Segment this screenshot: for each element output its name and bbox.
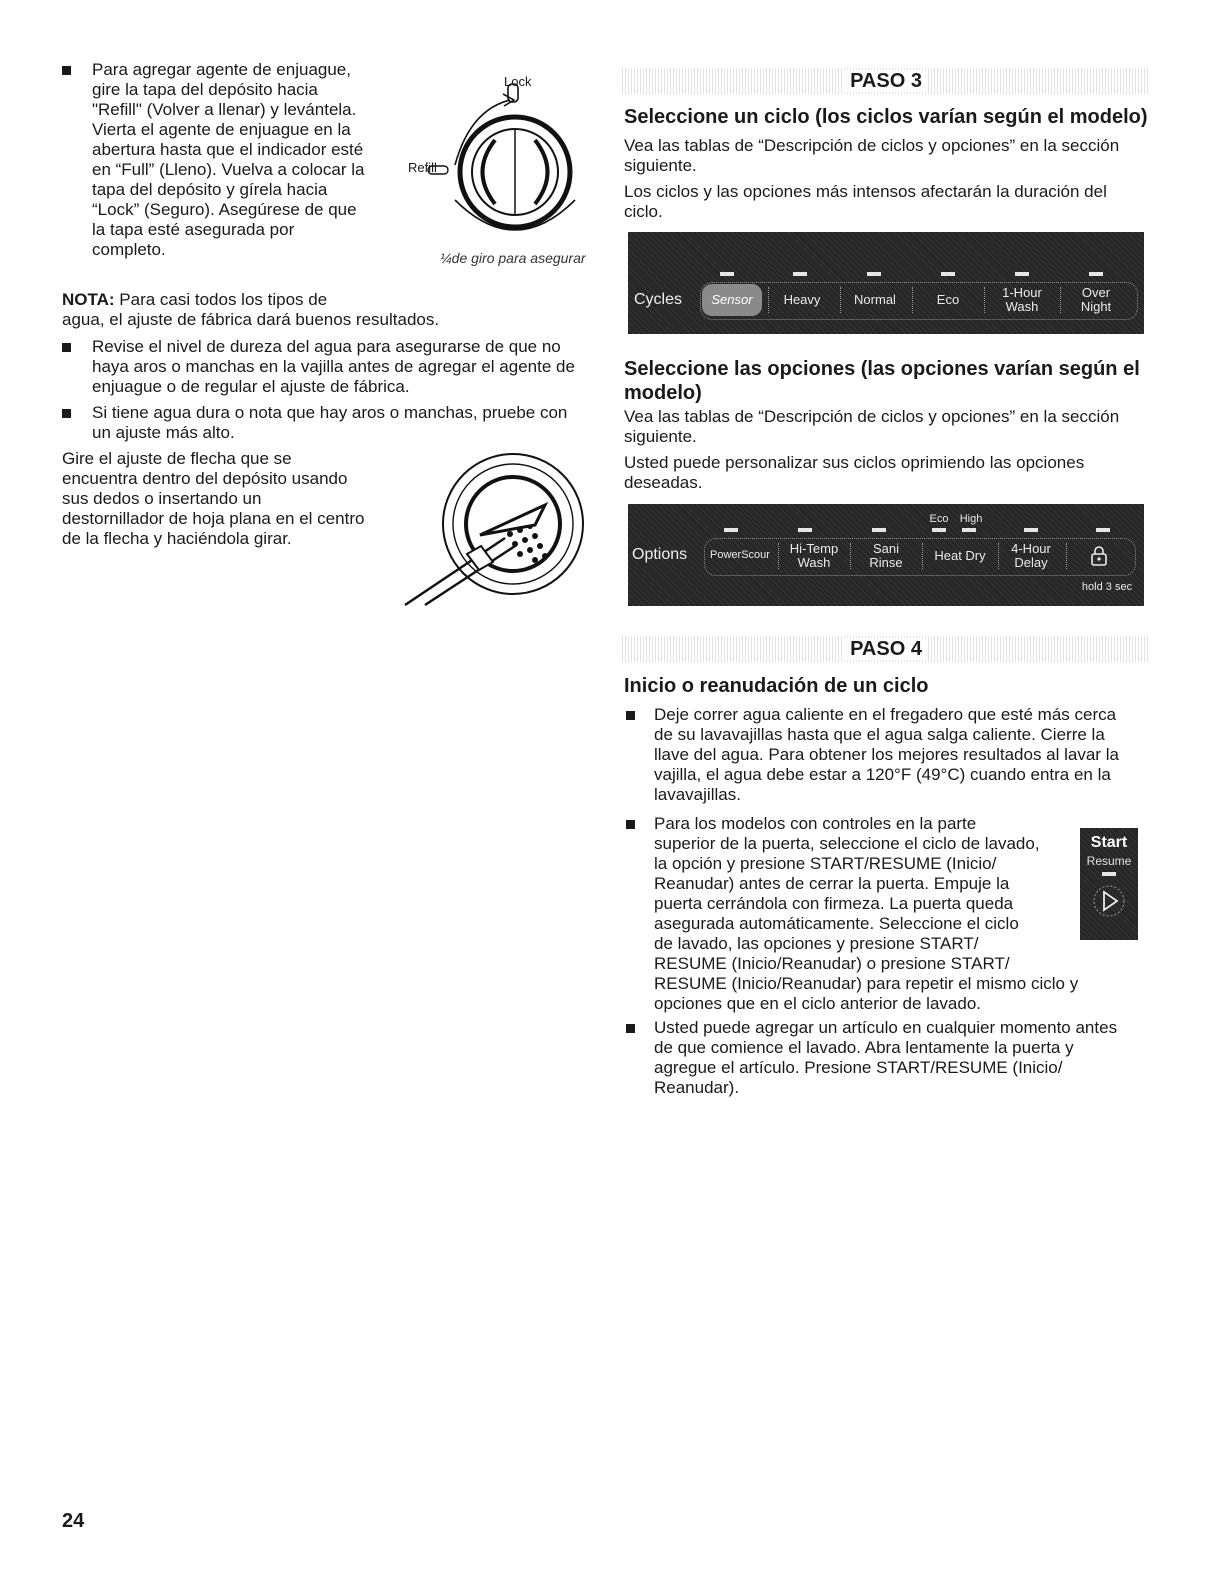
indicator-light bbox=[962, 528, 976, 532]
text-line: ciclo. bbox=[624, 202, 663, 221]
text-line: Reanudar). bbox=[654, 1078, 740, 1097]
text-line: modelo) bbox=[624, 382, 702, 404]
text-line: de que comience el lavado. Abra lentamente la puerta y bbox=[654, 1038, 1074, 1057]
button-label: Hi-Temp bbox=[789, 541, 839, 556]
text-line: Vierta el agente de enjuague en la bbox=[92, 120, 351, 139]
option-button-4-hour-delay[interactable] bbox=[1002, 542, 1060, 570]
text-line: en “Full” (Lleno). Vuelva a colocar la bbox=[92, 160, 365, 179]
indicator-light bbox=[1096, 528, 1110, 532]
separator bbox=[998, 543, 1000, 569]
indicator-light bbox=[872, 528, 886, 532]
button-label: Heavy bbox=[783, 292, 821, 307]
indicator-light bbox=[1024, 528, 1038, 532]
button-label: Rinse bbox=[869, 555, 903, 570]
text-line: Usted puede personalizar sus ciclos oprimiendo las opciones bbox=[624, 453, 1085, 472]
text-line: deseadas. bbox=[624, 473, 703, 492]
indicator-light bbox=[720, 272, 734, 276]
cycle-button-normal[interactable] bbox=[844, 293, 906, 307]
option-button-powerscour[interactable] bbox=[706, 548, 774, 562]
text-line: RESUME (Inicio/Reanudar) para repetir el mismo ciclo y bbox=[654, 974, 1079, 993]
resume-label: Resume bbox=[1086, 854, 1132, 868]
text-line: RESUME (Inicio/Reanudar) o presione START/ bbox=[654, 954, 1010, 973]
text-line: Vea las tablas de “Descripción de ciclos y opciones” en la sección bbox=[624, 407, 1120, 426]
start-resume-button[interactable] bbox=[1080, 828, 1138, 940]
cycles-control-panel bbox=[628, 232, 1144, 334]
button-label: 1-Hour bbox=[1002, 285, 1042, 300]
text-line: siguiente. bbox=[624, 156, 697, 175]
indicator-light bbox=[932, 528, 946, 532]
text-line: Para agregar agente de enjuague, bbox=[92, 60, 351, 79]
text-line: enjuague o de regular el ajuste de fábrica. bbox=[92, 377, 410, 396]
text-line: abertura hasta que el indicador esté bbox=[92, 140, 364, 159]
options-control-panel bbox=[628, 504, 1144, 606]
cycle-paragraph-2 bbox=[624, 182, 1164, 222]
text-line: Deje correr agua caliente en el fregadero que esté más cerca bbox=[654, 705, 1117, 724]
cycles-label: Cycles bbox=[634, 291, 683, 308]
option-button-hi-temp-wash[interactable] bbox=[782, 542, 846, 570]
paso-4-banner bbox=[622, 636, 1150, 662]
eco-level-label: Eco bbox=[929, 513, 949, 525]
button-label: Sani bbox=[872, 541, 900, 556]
separator bbox=[768, 287, 770, 313]
hold-3-sec-label: hold 3 sec bbox=[1081, 581, 1133, 593]
text-line: opciones que en el ciclo anterior de lavado. bbox=[654, 994, 981, 1013]
options-paragraph-1 bbox=[624, 407, 1164, 447]
text-line: tapa del depósito y gírela hacia bbox=[92, 180, 328, 199]
separator bbox=[984, 287, 986, 313]
bullet-marker bbox=[62, 343, 71, 352]
bullet-agua-caliente bbox=[654, 705, 1154, 805]
button-label: Delay bbox=[1014, 555, 1048, 570]
button-label: Wash bbox=[1005, 299, 1039, 314]
cycle-button-sensor[interactable] bbox=[702, 284, 762, 316]
indicator-light bbox=[941, 272, 955, 276]
button-label: Wash bbox=[797, 555, 831, 570]
button-label: Normal bbox=[854, 292, 896, 307]
separator bbox=[922, 543, 924, 569]
bullet-controles-puerta bbox=[654, 814, 1154, 1014]
text-line: Seleccione las opciones (las opciones varían según el bbox=[624, 358, 1140, 380]
nota-paragraph bbox=[62, 290, 602, 330]
bullet-marker bbox=[626, 711, 635, 720]
indicator-light bbox=[867, 272, 881, 276]
cycle-button-over-night[interactable] bbox=[1066, 286, 1126, 314]
bullet-marker bbox=[62, 409, 71, 418]
text-line: Para los modelos con controles en la parte bbox=[654, 814, 977, 833]
paso-4-heading: Inicio o reanudación de un ciclo bbox=[624, 675, 929, 697]
text-line: la tapa esté asegurada por bbox=[92, 220, 295, 239]
indicator-light bbox=[798, 528, 812, 532]
text-line: asegurada automáticamente. Seleccione el ciclo bbox=[654, 914, 1019, 933]
refill-label: Refill bbox=[408, 160, 437, 175]
text-line: puerta cerrándola con firmeza. La puerta queda bbox=[654, 894, 1014, 913]
nota-text: Para casi todos los tipos de bbox=[114, 290, 328, 309]
separator bbox=[912, 287, 914, 313]
nota-line: agua, el ajuste de fábrica dará buenos resultados. bbox=[62, 310, 440, 329]
text-line: Si tiene agua dura o nota que hay aros o manchas, pruebe con bbox=[92, 403, 568, 422]
separator bbox=[778, 543, 780, 569]
lock-button[interactable] bbox=[1090, 546, 1108, 566]
separator bbox=[1060, 287, 1062, 313]
indicator-light bbox=[1015, 272, 1029, 276]
cycle-button-1-hour-wash[interactable] bbox=[992, 286, 1052, 314]
cycle-heading: Seleccione un ciclo (los ciclos varían según el modelo) bbox=[624, 106, 1148, 128]
indicator-light bbox=[793, 272, 807, 276]
lock-icon bbox=[1090, 546, 1108, 566]
button-label: 4-Hour bbox=[1011, 541, 1051, 556]
text-line: encuentra dentro del depósito usando bbox=[62, 469, 348, 488]
bullet-dureza bbox=[92, 337, 592, 397]
text-line: completo. bbox=[92, 240, 166, 259]
nota-label: NOTA: bbox=[62, 290, 115, 309]
option-button-heat-dry[interactable] bbox=[926, 549, 994, 563]
text-line: Revise el nivel de dureza del agua para asegurarse de que no bbox=[92, 337, 561, 356]
text-line: Reanudar) antes de cerrar la puerta. Empuje la bbox=[654, 874, 1010, 893]
text-line: haya aros o manchas en la vajilla antes de agregar el agente de bbox=[92, 357, 575, 376]
bullet-agregar-articulo bbox=[654, 1018, 1154, 1098]
option-button-sani-rinse[interactable] bbox=[854, 542, 918, 570]
indicator-light bbox=[724, 528, 738, 532]
options-heading bbox=[624, 357, 1164, 405]
options-label: Options bbox=[632, 546, 688, 563]
play-icon bbox=[1092, 884, 1126, 918]
button-label: Heat Dry bbox=[934, 548, 986, 563]
screwdriver-dial-icon bbox=[385, 450, 595, 610]
text-line: de la flecha y haciéndola girar. bbox=[62, 529, 292, 548]
screwdriver-adjustment-illustration bbox=[385, 450, 595, 610]
indicator-light bbox=[1089, 272, 1103, 276]
text-line: vajilla, el agua debe estar a 120°F (49°C) cuando entra en la bbox=[654, 765, 1111, 784]
indicator-light bbox=[1102, 872, 1116, 876]
button-label: Eco bbox=[936, 292, 960, 307]
button-label: Sensor bbox=[711, 292, 753, 307]
bullet-marker bbox=[62, 66, 71, 75]
dial-caption: ¼de giro para asegurar bbox=[440, 250, 586, 266]
button-label: Night bbox=[1080, 299, 1112, 314]
text-line: Gire el ajuste de flecha que se bbox=[62, 449, 292, 468]
paso-3-banner bbox=[622, 68, 1150, 94]
page-number: 24 bbox=[62, 1510, 85, 1532]
cycle-button-eco[interactable] bbox=[918, 293, 978, 307]
text-line: destornillador de hoja plana en el centro bbox=[62, 509, 365, 528]
text-line: Los ciclos y las opciones más intensos afectarán la duración del bbox=[624, 182, 1107, 201]
text-line: agregue el artículo. Presione START/RESUME (Inicio/ bbox=[654, 1058, 1063, 1077]
text-line: siguiente. bbox=[624, 427, 697, 446]
cycle-button-heavy[interactable] bbox=[772, 293, 832, 307]
text-line: "Refill" (Volver a llenar) y levántela. bbox=[92, 100, 357, 119]
lock-label: Lock bbox=[504, 74, 532, 89]
text-line: la opción y presione START/RESUME (Inicio/ bbox=[654, 854, 997, 873]
cycle-paragraph-1 bbox=[624, 136, 1164, 176]
text-line: Vea las tablas de “Descripción de ciclos y opciones” en la sección bbox=[624, 136, 1120, 155]
text-line: de lavado, las opciones y presione START/ bbox=[654, 934, 979, 953]
text-line: gire la tapa del depósito hacia bbox=[92, 80, 318, 99]
separator bbox=[850, 543, 852, 569]
text-line: llave del agua. Para obtener los mejores resultados al lavar la bbox=[654, 745, 1119, 764]
paso-4-title: PASO 4 bbox=[844, 638, 928, 660]
text-line: un ajuste más alto. bbox=[92, 423, 235, 442]
start-label: Start bbox=[1090, 834, 1128, 851]
separator bbox=[840, 287, 842, 313]
bullet-marker bbox=[626, 820, 635, 829]
button-label: PowerScour bbox=[710, 549, 770, 561]
text-line: de su lavavajillas hasta que el agua salga caliente. Cierre la bbox=[654, 725, 1105, 744]
refill-instructions bbox=[92, 60, 392, 260]
text-line: superior de la puerta, seleccione el ciclo de lavado, bbox=[654, 834, 1040, 853]
paso-3-title: PASO 3 bbox=[844, 70, 928, 92]
bullet-agua-dura bbox=[92, 403, 592, 443]
text-line: lavavajillas. bbox=[654, 785, 741, 804]
separator bbox=[1066, 543, 1068, 569]
high-level-label: High bbox=[959, 513, 983, 525]
button-label: Over bbox=[1081, 285, 1111, 300]
options-paragraph-2 bbox=[624, 453, 1164, 493]
text-line: “Lock” (Seguro). Asegúrese de que bbox=[92, 200, 357, 219]
text-line: Usted puede agregar un artículo en cualquier momento antes bbox=[654, 1018, 1118, 1037]
text-line: sus dedos o insertando un bbox=[62, 489, 262, 508]
bullet-marker bbox=[626, 1024, 635, 1033]
gire-paragraph bbox=[62, 449, 392, 549]
